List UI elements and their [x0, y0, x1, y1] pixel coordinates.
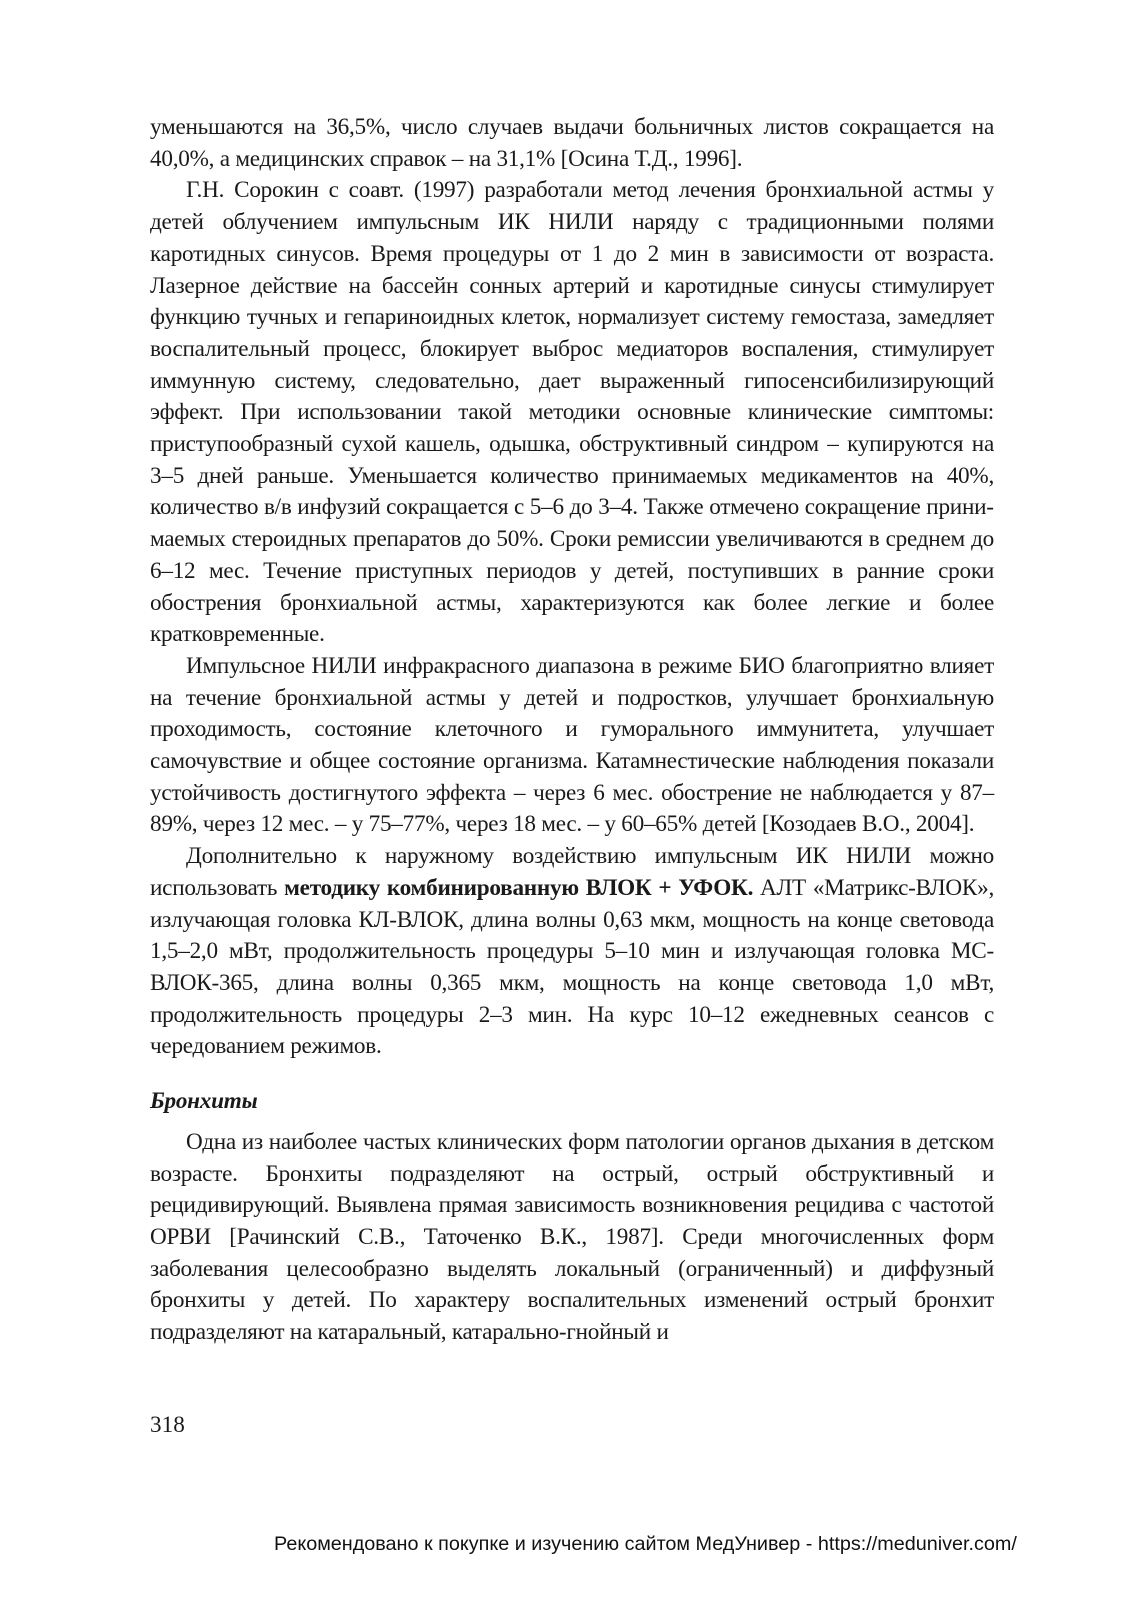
- paragraph-continuation: уменьшаются на 36,5%, число случаев выдачи больничных листов сокращается на 40,0%, а медицинских справок – на 31,1% [Осина Т.Д., 1996].: [150, 114, 994, 172]
- paragraph-combined-method: [150, 841, 994, 1063]
- footer-note: Рекомендовано к покупке и изучению сайтом МедУнивер - https://meduniver.com/: [274, 1533, 1017, 1555]
- section-heading-bronchitis: Бронхиты: [150, 1088, 258, 1115]
- paragraph-combined-method-emphasis: методику комбинированную ВЛОК + УФОК.: [284, 874, 754, 901]
- page-body: [150, 112, 994, 1349]
- paragraph-pulsed-ir-laser: Импульсное НИЛИ инфракрасного диапазона в режиме БИО благоприятно влияет на течение бронхиальной астмы у детей и подростков, улучшает бронхиальную проходимость, состояние клеточного и гуморального иммунитета, улучшает самочувствие и общее состояние организма. Катамнестические наблюдения показали устойчивость достигнутого эффекта – через 6 мес. обострение не наблюдается у 87–89%, через 12 мес. – у 75–77%, через 18 мес. – у 60–65% детей [Козодаев В.О., 2004].: [150, 652, 994, 838]
- paragraph-combined-method-start: Дополнительно к наружному воздействию импульсным ИК НИЛИ можно использовать: [150, 843, 994, 901]
- paragraph-sorokin-method: Г.Н. Сорокин с соавт. (1997) разработали метод лечения бронхиальной астмы у детей облучением импульсным ИК НИЛИ наряду с традиционными полями каротидных синусов. Время процедуры от 1 до 2 мин в зависимости от возраста. Лазерное действие на бассейн сонных артерий и каротидные синусы стимулирует функцию тучных и гепариноидных клеток, нормализует систему гемостаза, замедляет воспалительный процесс, блокирует выброс медиаторов воспаления, стимулирует иммунную систему, следовательно, дает выраженный гипосенсибилизирующий эффект. При использовании такой методики основные клинические симптомы: приступообразный сухой кашель, одышка, обструктивный синдром – купируются на 3–5 дней раньше. Уменьшается количество принимаемых медикаментов на 40%, количество в/в инфузий сокращается с 5–6 до 3–4. Также отмечено сокращение принимаемых стероидных препаратов до 50%. Сроки ремиссии увеличиваются в среднем до 6–12 мес. Течение приступных периодов у детей, поступивших в ранние сроки обострения бронхиальной астмы, характеризуются как более легкие и более кратковременные.: [150, 177, 994, 648]
- paragraph-combined-method-end: АЛТ «Матрикс-ВЛОК», излучающая головка КЛ-ВЛОК, длина волны 0,63 мкм, мощность на конце световода 1,5–2,0 мВт, продолжительность процедуры 5–10 мин и излучающая головка МС-ВЛОК-365, длина волны 0,365 мкм, мощность на конце световода 1,0 мВт, продолжительность процедуры 2–3 мин. На курс 10–12 ежедневных сеансов с чередованием режимов.: [150, 874, 995, 1060]
- paragraph-bronchitis-intro: Одна из наиболее частых клинических форм патологии органов дыхания в детском возрасте. Бронхиты подразделяют на острый, острый обструктивный и рецидивирующий. Выявлена прямая зависимость возникновения рецидива с частотой ОРВИ [Рачинский С.В., Таточенко В.К., 1987]. Среди многочисленных форм заболевания целесообразно выделять локальный (ограниченный) и диффузный бронхиты у детей. По характеру воспалительных изменений острый бронхит подразделяют на катаральный, катарально-гнойный и: [150, 1128, 994, 1346]
- page-number: 318: [150, 1412, 185, 1438]
